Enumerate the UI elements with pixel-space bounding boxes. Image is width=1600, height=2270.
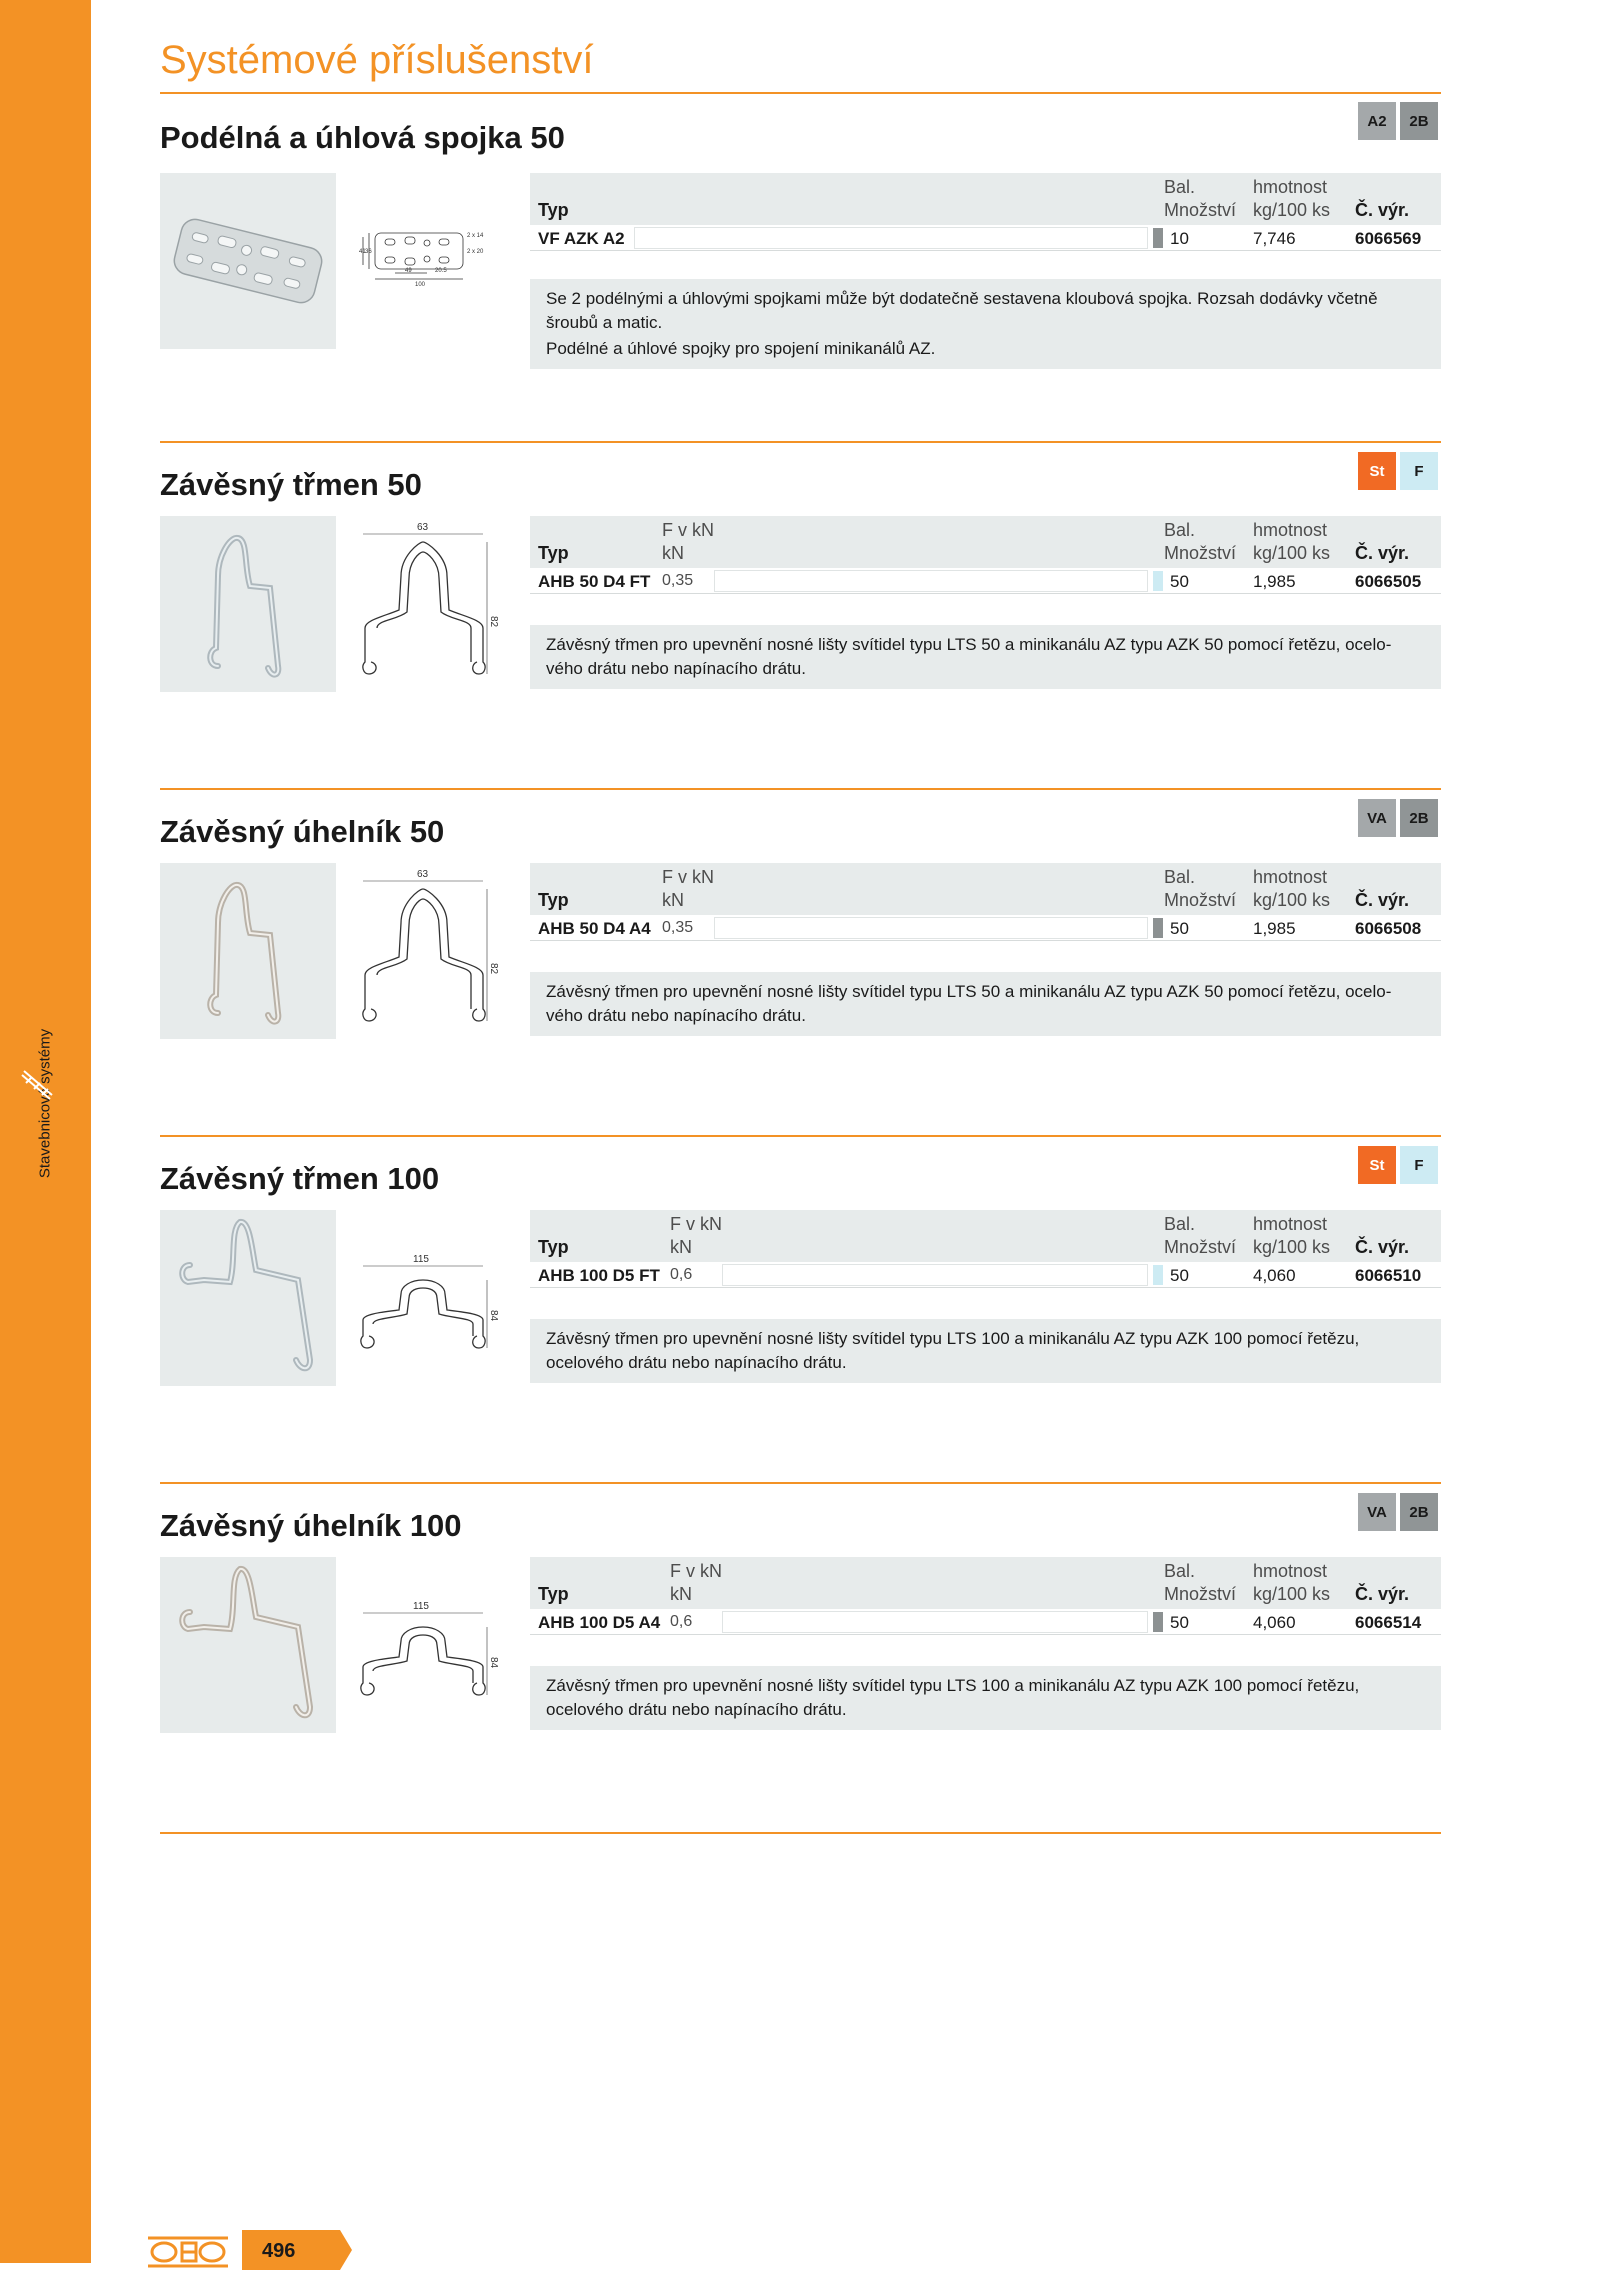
section-title: Závěsný úhelník 100 bbox=[160, 1508, 462, 1543]
package-marker bbox=[1153, 228, 1163, 248]
product-photo bbox=[160, 863, 336, 1039]
technical-drawing bbox=[355, 1557, 499, 1733]
product-photo bbox=[160, 173, 336, 349]
product-section-tremen-50 bbox=[160, 441, 1441, 771]
product-photo bbox=[160, 516, 336, 692]
svg-text:63: 63 bbox=[417, 522, 429, 533]
product-description: Závěsný třmen pro upevnění nosné lišty svítidel typu LTS 50 a minikanálu AZ typu AZK 50 pomocí řetězu, ocelo-vého drátu nebo napínacího drátu. bbox=[530, 625, 1441, 689]
material-badge: VA bbox=[1358, 799, 1396, 837]
table-row: VF AZK A2 10 7,746 6066569 bbox=[530, 225, 1441, 251]
table-row: AHB 50 D4 A4 0,35 50 1,985 6066508 bbox=[530, 915, 1441, 941]
product-description: Závěsný třmen pro upevnění nosné lišty svítidel typu LTS 50 a minikanálu AZ typu AZK 50 pomocí řetězu, ocelo-vého drátu nebo napínacího drátu. bbox=[530, 972, 1441, 1036]
table-row: AHB 50 D4 FT 0,35 50 1,985 6066505 bbox=[530, 568, 1441, 594]
sidebar-label: Stavebnicové systémy bbox=[36, 1028, 54, 1179]
product-section-spojka-50 bbox=[160, 94, 1441, 424]
page-number-tab bbox=[242, 2230, 352, 2270]
finish-badge: 2B bbox=[1400, 102, 1438, 140]
finish-badge: F bbox=[1400, 1146, 1438, 1184]
technical-drawing bbox=[355, 516, 499, 692]
svg-text:63: 63 bbox=[417, 869, 429, 880]
package-marker bbox=[1153, 918, 1163, 938]
product-table bbox=[530, 516, 1441, 594]
svg-text:115: 115 bbox=[413, 1254, 429, 1265]
svg-text:100: 100 bbox=[415, 282, 426, 288]
page-title: Systémové příslušenství bbox=[160, 38, 594, 82]
package-marker bbox=[1153, 1612, 1163, 1632]
product-table bbox=[530, 173, 1441, 251]
material-badges bbox=[1358, 102, 1438, 140]
svg-text:84: 84 bbox=[488, 1657, 499, 1669]
material-badges bbox=[1358, 799, 1438, 837]
product-table bbox=[530, 1210, 1441, 1288]
table-row: AHB 100 D5 A4 0,6 50 4,060 6066514 bbox=[530, 1609, 1441, 1635]
technical-drawing bbox=[355, 863, 499, 1039]
system-icon bbox=[20, 1065, 54, 1110]
section-divider bbox=[160, 1135, 1441, 1137]
section-title: Podélná a úhlová spojka 50 bbox=[160, 120, 565, 155]
section-divider bbox=[160, 1482, 1441, 1484]
product-description: Závěsný třmen pro upevnění nosné lišty svítidel typu LTS 100 a minikanálu AZ typu AZK 100 pomocí řetězu, ocelového drátu nebo napínacího drátu. bbox=[530, 1319, 1441, 1383]
svg-text:2 x 20: 2 x 20 bbox=[467, 249, 484, 255]
product-photo bbox=[160, 1557, 336, 1733]
svg-text:2 x 14: 2 x 14 bbox=[467, 233, 484, 239]
product-table bbox=[530, 863, 1441, 941]
section-title: Závěsný úhelník 50 bbox=[160, 814, 445, 849]
table-header: Typ F v kN kN Bal. Množství hmotnost kg/100 ks Č. výr. bbox=[530, 863, 1441, 915]
package-marker bbox=[1153, 571, 1163, 591]
svg-text:36: 36 bbox=[365, 249, 372, 255]
technical-drawing bbox=[355, 1210, 499, 1386]
material-badge: St bbox=[1358, 452, 1396, 490]
section-title: Závěsný třmen 100 bbox=[160, 1161, 440, 1196]
sidebar bbox=[0, 0, 91, 2263]
product-section-uhelnik-50 bbox=[160, 788, 1441, 1118]
material-badge: St bbox=[1358, 1146, 1396, 1184]
table-header: Typ F v kN kN Bal. Množství hmotnost kg/100 ks Č. výr. bbox=[530, 1210, 1441, 1262]
section-title: Závěsný třmen 50 bbox=[160, 467, 422, 502]
bottom-divider bbox=[160, 1832, 1441, 1834]
material-badges bbox=[1358, 1146, 1438, 1184]
svg-text:115: 115 bbox=[413, 1601, 429, 1612]
material-badges bbox=[1358, 1493, 1438, 1531]
table-header: Typ F v kN kN Bal. Množství hmotnost kg/100 ks Č. výr. bbox=[530, 516, 1441, 568]
package-marker bbox=[1153, 1265, 1163, 1285]
svg-text:82: 82 bbox=[488, 963, 499, 975]
svg-text:41: 41 bbox=[359, 249, 366, 255]
obo-logo bbox=[148, 2236, 228, 2268]
svg-text:20.5: 20.5 bbox=[435, 268, 447, 274]
material-badges bbox=[1358, 452, 1438, 490]
finish-badge: F bbox=[1400, 452, 1438, 490]
product-table bbox=[530, 1557, 1441, 1635]
product-description: Závěsný třmen pro upevnění nosné lišty svítidel typu LTS 100 a minikanálu AZ typu AZK 100 pomocí řetězu, ocelového drátu nebo napínacího drátu. bbox=[530, 1666, 1441, 1730]
material-badge: VA bbox=[1358, 1493, 1396, 1531]
table-row: AHB 100 D5 FT 0,6 50 4,060 6066510 bbox=[530, 1262, 1441, 1288]
product-photo bbox=[160, 1210, 336, 1386]
table-header: Typ Bal. Množství hmotnost kg/100 ks Č. výr. bbox=[530, 173, 1441, 225]
product-section-tremen-100 bbox=[160, 1135, 1441, 1465]
svg-text:49: 49 bbox=[405, 268, 412, 274]
product-description: Se 2 podélnými a úhlovými spojkami může být dodatečně sestavena kloubová spojka. Rozsah dodávky včetně šroubů a matic. Podélné a úhlové spojky pro spojení minikanálů AZ. bbox=[530, 279, 1441, 369]
page-number: 496 bbox=[262, 2240, 296, 2262]
material-badge: A2 bbox=[1358, 102, 1396, 140]
finish-badge: 2B bbox=[1400, 799, 1438, 837]
svg-text:84: 84 bbox=[488, 1310, 499, 1322]
section-divider bbox=[160, 788, 1441, 790]
technical-drawing bbox=[355, 173, 495, 349]
table-header: Typ F v kN kN Bal. Množství hmotnost kg/100 ks Č. výr. bbox=[530, 1557, 1441, 1609]
finish-badge: 2B bbox=[1400, 1493, 1438, 1531]
svg-text:82: 82 bbox=[488, 616, 499, 628]
product-section-uhelnik-100 bbox=[160, 1482, 1441, 1812]
section-divider bbox=[160, 441, 1441, 443]
